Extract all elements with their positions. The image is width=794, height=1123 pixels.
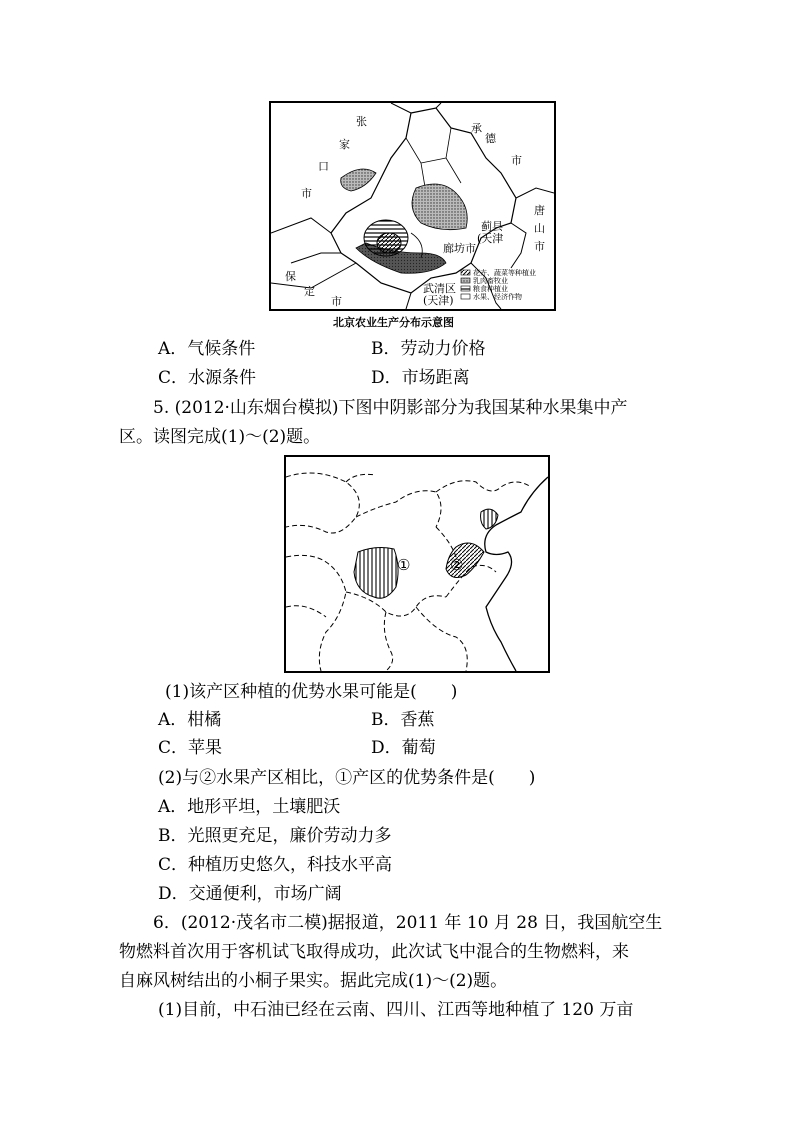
q5-sub2-option-c: C．种植历史悠久，科技水平高 [158,855,393,875]
q5-sub2-option-a: A．地形平坦，土壤肥沃 [158,797,341,817]
map1-label-shi-left: 市 [301,187,312,200]
q5-sub1-option-c: C．苹果 [158,738,223,758]
map1-label-ding: 定 [304,285,315,298]
q5-stem-line2: 区。读图完成(1)～(2)题。 [119,427,321,447]
q4-option-b: B．劳动力价格 [371,339,486,359]
map1-label-kou: 口 [318,160,329,173]
map1-label-shi-bottom: 市 [331,295,342,308]
q5-sub2: (2)与②水果产区相比，①产区的优势条件是( ) [158,768,536,788]
q6-line4: (1)目前，中石油已经在云南、四川、江西等地种植了 120 万亩 [158,1000,634,1020]
q5-sub1-option-d: D．葡萄 [371,738,436,758]
map1-label-tianjin1: (天津 [477,232,504,245]
map1-label-zhang: 张 [356,115,367,128]
map1-label-bao: 保 [285,270,296,283]
map1-label-tianjin2: (天津) [423,294,454,307]
q4-option-d: D．市场距离 [371,368,470,388]
map1-label-jixian: 蓟县 [481,220,503,233]
map1-label-shi-right: 市 [534,240,545,253]
fruit-map-drawing [286,457,548,671]
q5-sub1: (1)该产区种植的优势水果可能是( ) [165,682,458,702]
q4-option-c: C．水源条件 [158,368,257,388]
q5-sub2-option-d: D．交通便利，市场广阔 [158,884,342,904]
q5-sub2-option-b: B．光照更充足，廉价劳动力多 [158,826,392,846]
beijing-agriculture-map [269,101,556,311]
map1-label-tang: 唐 [534,204,545,217]
map1-label-shan: 山 [534,222,545,235]
q5-sub1-option-a: A．柑橘 [158,710,222,730]
map1-label-shi-right-top: 市 [511,154,522,167]
beijing-map-drawing [271,103,554,309]
map1-label-wuqing: 武清区 [423,282,456,295]
legend-item-flowers-vegetables: 花卉、蔬菜等种植业 [473,269,536,277]
q6-line3: 自麻风树结出的小桐子果实。据此完成(1)～(2)题。 [119,971,508,991]
map1-caption: 北京农业生产分布示意图 [333,316,454,329]
legend-item-grain: 粮食种植业 [473,285,508,293]
legend-item-dairy-meat: 乳肉畜牧业 [473,277,508,285]
region-2-label: ② [450,556,464,574]
q6-line2: 物燃料首次用于客机试飞取得成功，此次试飞中混合的生物燃料，来 [119,942,629,962]
q5-stem-line1: 5. (2012·山东烟台模拟)下图中阴影部分为我国某种水果集中产 [153,398,628,418]
map1-label-jia: 家 [339,138,350,151]
region-1-label: ① [397,556,411,574]
q4-option-a: A．气候条件 [158,339,256,359]
fruit-region-map [284,455,550,673]
map1-label-de: 德 [485,132,496,145]
q5-sub1-option-b: B．香蕉 [371,710,435,730]
q6-line1: 6．(2012·茂名市二模)据报道，2011 年 10 月 28 日，我国航空生 [153,913,663,933]
legend-item-fruit-cash-crops: 水果、经济作物 [473,293,522,301]
map1-label-cheng: 承 [471,122,482,135]
map1-label-langfang: 廊坊市 [443,242,476,255]
